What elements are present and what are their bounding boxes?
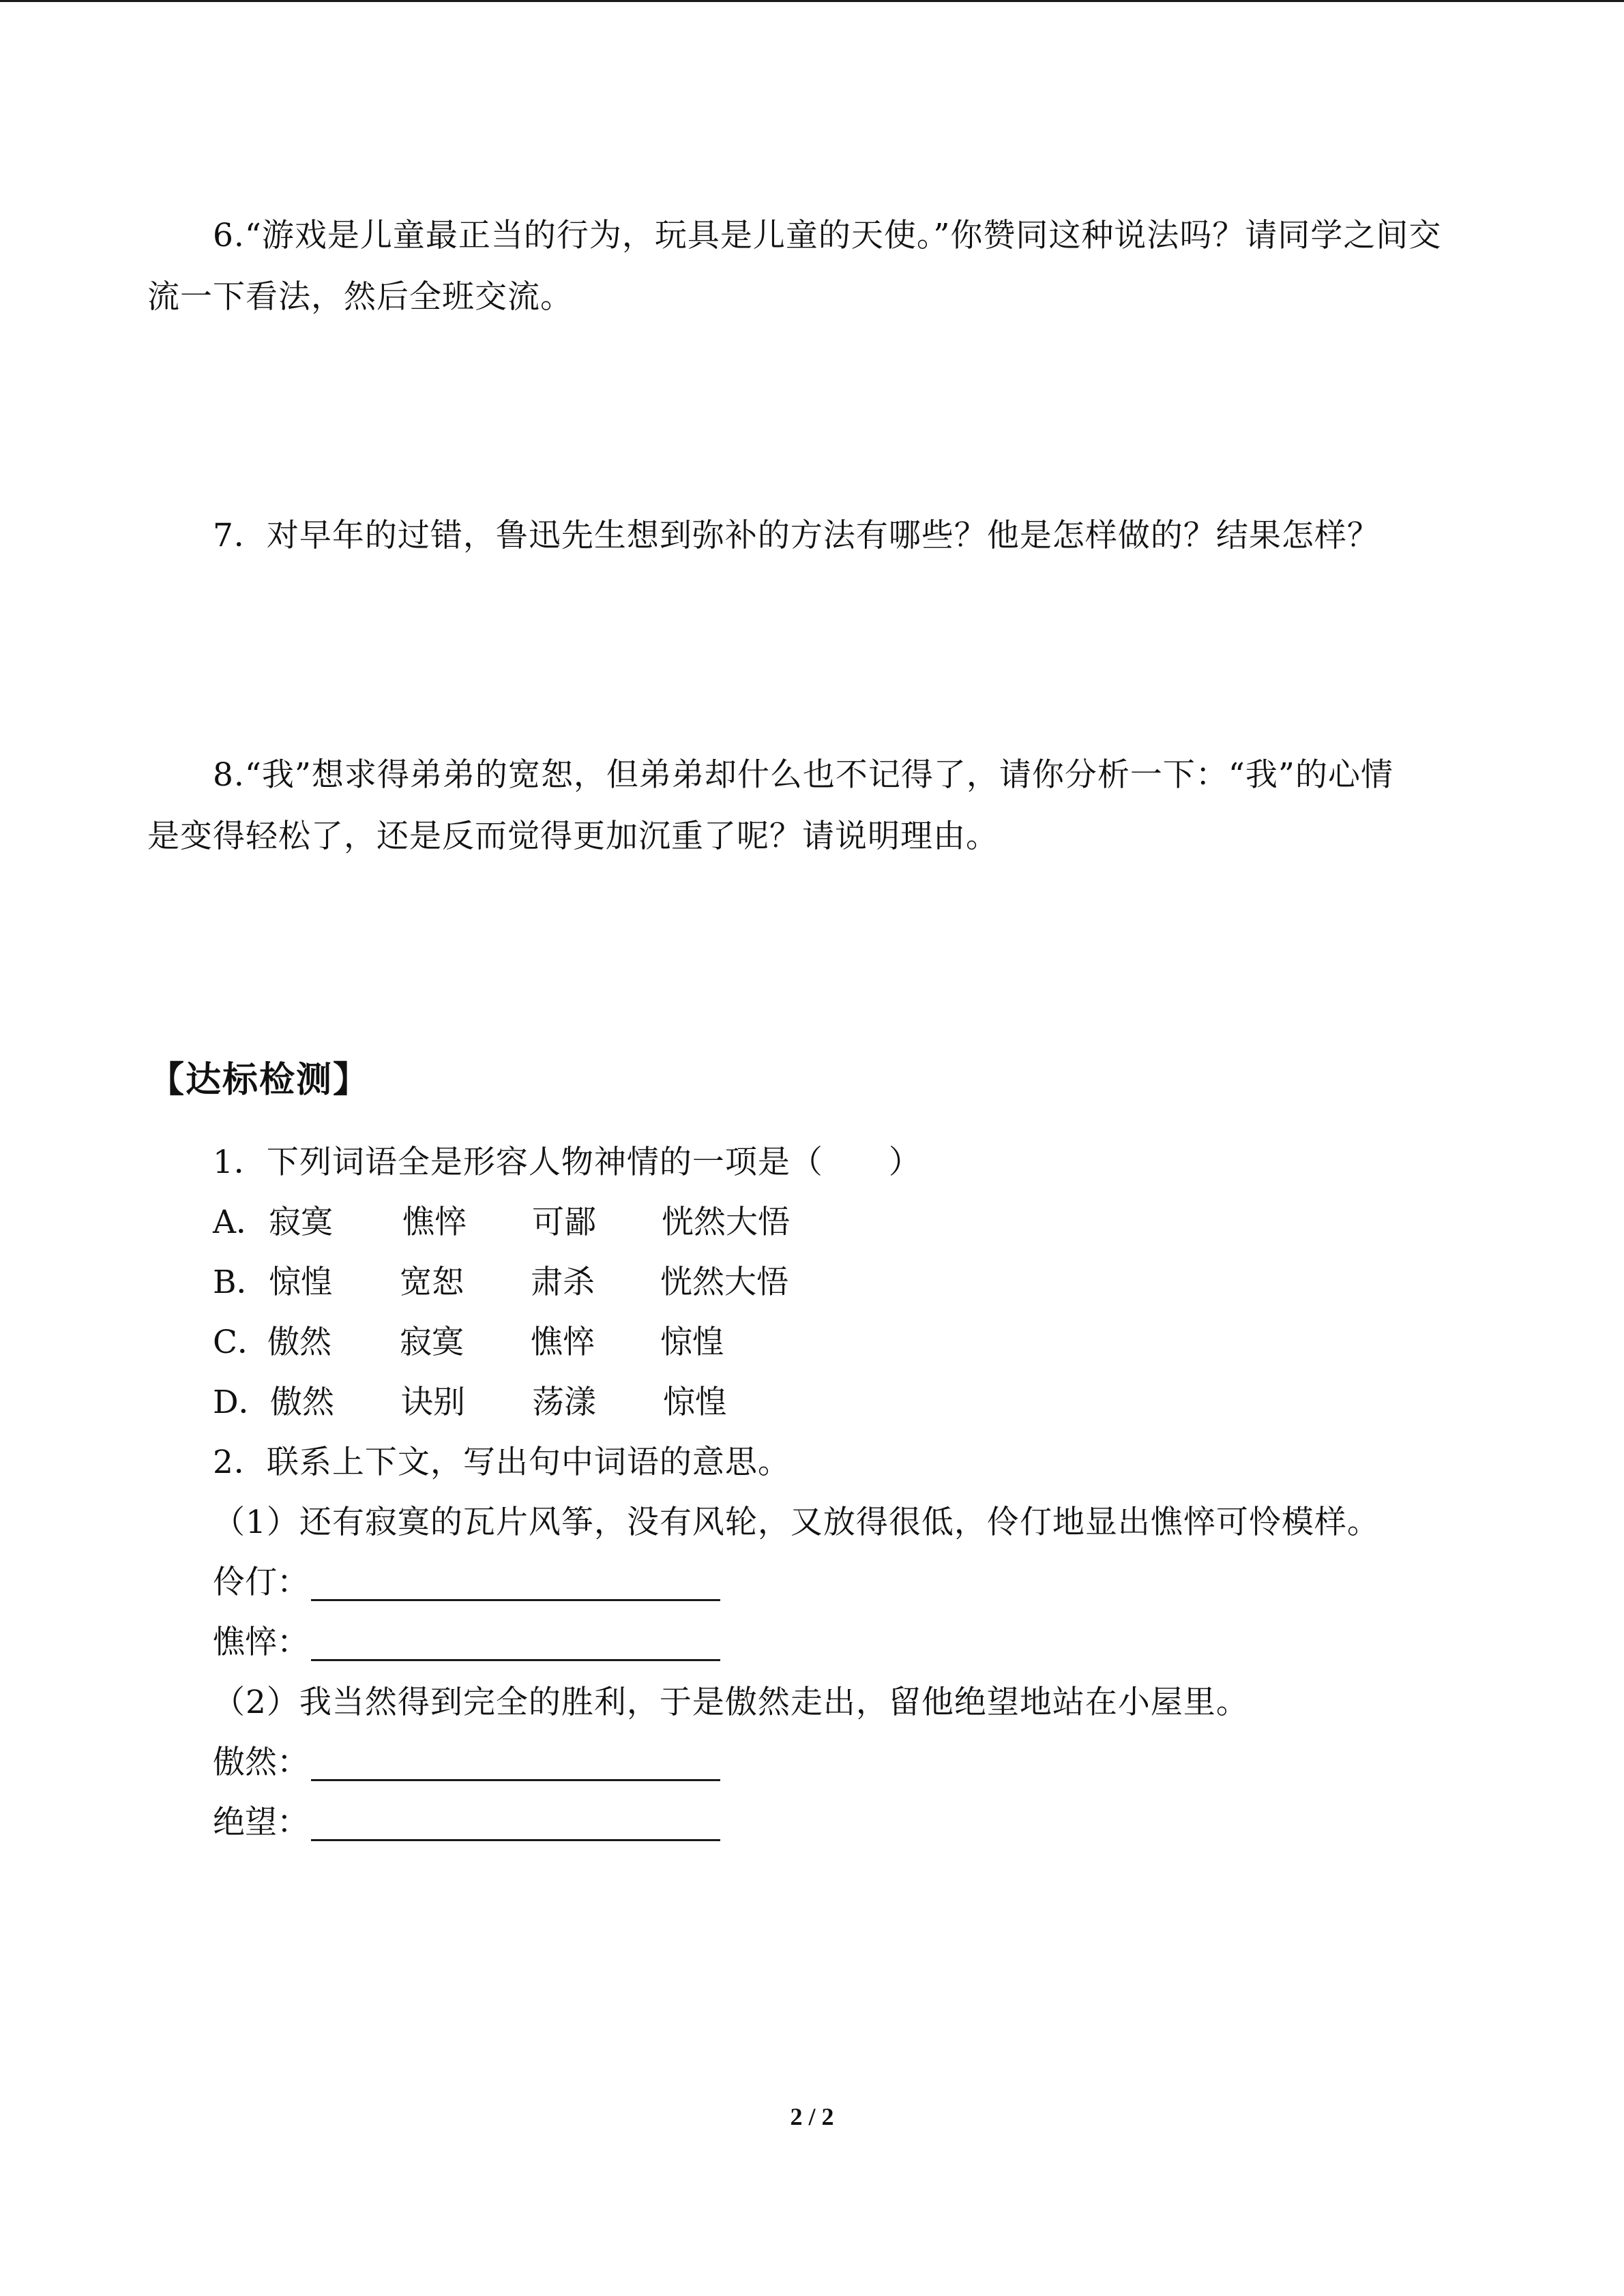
answer-label-juewang: 绝望：	[213, 1804, 309, 1841]
question-8-line-1: 8.“我”想求得弟弟的宽恕，但弟弟却什么也不记得了，请你分析一下：“我”的心情	[213, 756, 1393, 794]
answer-label-lingding: 伶仃：	[213, 1564, 309, 1601]
option-b-label: B．	[213, 1264, 269, 1301]
test-item-2-sentence-2: （2）我当然得到完全的胜利，于是傲然走出，留他绝望地站在小屋里。	[213, 1684, 1249, 1721]
page-number: 2 / 2	[790, 2103, 834, 2130]
option-d-word-2: 诀别	[401, 1384, 465, 1421]
answer-blank-aoran[interactable]	[311, 1779, 720, 1781]
section-heading-test: 【达标检测】	[149, 1060, 370, 1101]
question-7-line-1: 7．对早年的过错，鲁迅先生想到弥补的方法有哪些？他是怎样做的？结果怎样？	[213, 517, 1380, 554]
answer-label-aoran: 傲然：	[213, 1744, 309, 1781]
option-c-word-1: 傲然	[267, 1324, 331, 1361]
option-b-word-2: 宽恕	[400, 1264, 464, 1301]
answer-blank-qiaocui[interactable]	[311, 1659, 720, 1661]
question-6-line-2: 流一下看法，然后全班交流。	[147, 278, 573, 316]
option-d-word-4: 惊惶	[663, 1384, 727, 1421]
option-c-word-4: 惊惶	[660, 1324, 724, 1361]
option-d-word-1: 傲然	[270, 1384, 334, 1421]
test-item-2-prompt: 2．联系上下文，写出句中词语的意思。	[213, 1444, 791, 1481]
test-item-2-sentence-1: （1）还有寂寞的瓦片风筝，没有风轮，又放得很低，伶仃地显出憔悴可怜模样。	[213, 1504, 1380, 1541]
answer-blank-lingding[interactable]	[311, 1599, 720, 1601]
option-b-word-1: 惊惶	[269, 1264, 333, 1301]
answer-blank-juewang[interactable]	[311, 1839, 720, 1841]
option-c-word-3: 憔悴	[531, 1324, 595, 1361]
answer-label-qiaocui: 憔悴：	[213, 1624, 309, 1661]
option-a-label: A．	[213, 1204, 268, 1241]
option-d-label: D．	[213, 1384, 271, 1421]
option-c-word-2: 寂寞	[400, 1324, 464, 1361]
option-b-word-3: 肃杀	[531, 1264, 595, 1301]
option-a-word-3: 可鄙	[532, 1204, 596, 1241]
option-d-word-3: 荡漾	[532, 1384, 596, 1421]
question-6-line-1: 6.“游戏是儿童最正当的行为，玩具是儿童的天使。”你赞同这种说法吗？请同学之间交	[213, 217, 1442, 254]
option-c-label: C．	[213, 1324, 269, 1361]
question-8-line-2: 是变得轻松了，还是反而觉得更加沉重了呢？请说明理由。	[147, 818, 999, 855]
test-item-1-prompt: 1．下列词语全是形容人物神情的一项是（ ）	[213, 1144, 921, 1181]
option-a-word-1: 寂寞	[269, 1204, 333, 1241]
option-a-word-4: 恍然大悟	[662, 1204, 790, 1241]
option-a-word-2: 憔悴	[402, 1204, 467, 1241]
option-b-word-4: 恍然大悟	[660, 1264, 788, 1301]
top-border-rule	[0, 0, 1624, 2]
